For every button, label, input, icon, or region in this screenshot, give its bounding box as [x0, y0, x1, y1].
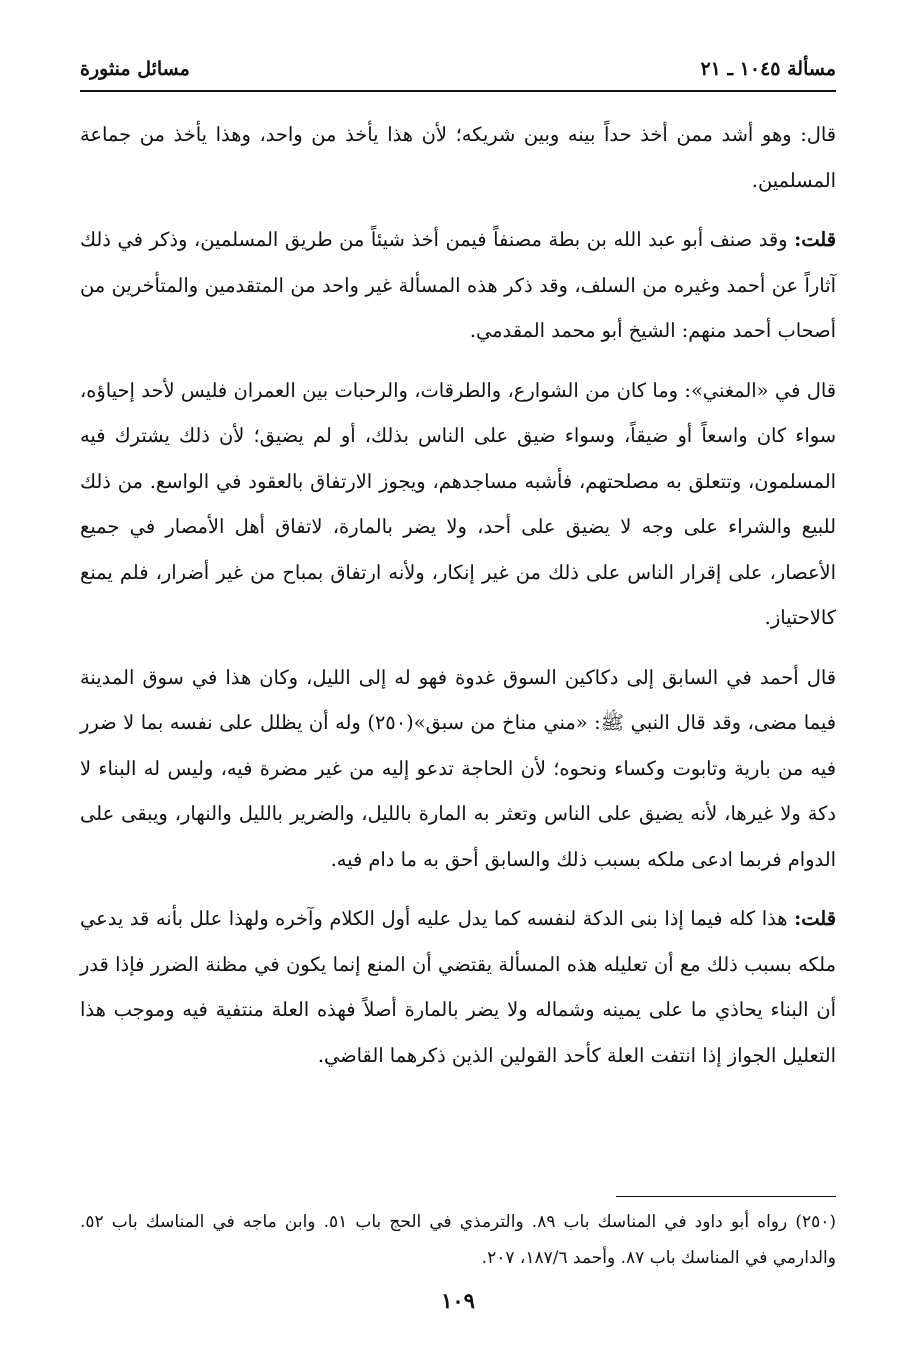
footnote-text: (٢٥٠) رواه أبو داود في المناسك باب ٨٩. والترمذي في الحج باب ٥١. وابن ماجه في المناسك باب ٥٢. والدارمي في المناسك باب ٨٧. وأحمد ١٨٧/٦، ٢٠٧. — [80, 1212, 836, 1268]
main-text — [80, 112, 836, 1092]
page-number: ١٠٩ — [441, 1288, 475, 1313]
paragraph-lead: قلت: — [794, 228, 836, 251]
footnote — [80, 1204, 836, 1276]
header-divider — [80, 90, 836, 92]
header-title: مسألة ١٠٤٥ ـ ٢١ — [700, 58, 836, 80]
paragraph-text: وقد صنف أبو عبد الله بن بطة مصنفاً فيمن أخذ شيئاً من طريق المسلمين، وذكر في ذلك آثاراً عن أحمد وغيره من السلف، وقد ذكر هذه المسألة غير واحد من المتقدمين والمتأخرين من أصحاب أحمد منهم: الشيخ أبو محمد المقدمي. — [80, 228, 836, 342]
footnote-divider — [616, 1196, 836, 1197]
paragraph-2 — [80, 217, 836, 354]
paragraph-lead: قلت: — [794, 907, 836, 930]
paragraph-5 — [80, 896, 836, 1078]
paragraph-text: قال في «المغني»: وما كان من الشوارع، والطرقات، والرحبات بين العمران فليس لأحد إحياؤه، سواء كان واسعاً أو ضيقاً، وسواء ضيق على الناس بذلك، أو لم يضيق؛ لأن ذلك يشترك فيه المسلمون، وتتعلق به مصلحتهم، فأشبه مساجدهم، ويجوز الارتفاق بالعقود في الواسع. من ذلك للبيع والشراء على وجه لا يضيق على أحد، ولا يضر بالمارة، لاتفاق أهل الأمصار في جميع الأعصار، على إقرار الناس على ذلك من غير إنكار، ولأنه ارتفاق بمباح من غير أضرار، فلم يمنع كالاحتياز. — [80, 378, 836, 629]
header-section: مسائل منثورة — [80, 58, 190, 80]
paragraph-1 — [80, 112, 836, 203]
paragraph-4 — [80, 655, 836, 883]
running-header — [80, 52, 836, 86]
paragraph-text: قال أحمد في السابق إلى دكاكين السوق غدوة فهو له إلى الليل، وكان هذا في سوق المدينة فيما مضى، وقد قال النبي ﷺ: «مني مناخ من سبق»(٢٥٠) وله أن يظلل على نفسه بما لا ضرر فيه من بارية وتابوت وكساء ونحوه؛ لأن الحاجة تدعو إليه من غير مضرة فيه، وليس له البناء لا دكة ولا غيرها، لأنه يضيق على الناس وتعثر به المارة بالليل، والضرير بالليل والنهار، ويبقى على الدوام فربما ادعى ملكه بسبب ذلك والسابق أحق به ما دام فيه. — [80, 665, 836, 871]
paragraph-3 — [80, 368, 836, 641]
paragraph-text: هذا كله فيما إذا بنى الدكة لنفسه كما يدل عليه أول الكلام وآخره ولهذا علل بأنه قد يدعي ملكه بسبب ذلك مع أن تعليله هذه المسألة يقتضي أن المنع إنما يكون في مظنة الضرر فإذا قدر أن البناء يحاذي ما على يمينه وشماله ولا يضر بالمارة أصلاً فهذه العلة منتفية فيه وموجب هذا التعليل الجواز إذا انتفت العلة كأحد القولين الذين ذكرهما القاضي. — [80, 907, 836, 1067]
paragraph-text: قال: وهو أشد ممن أخذ حداً بينه وبين شريكه؛ لأن هذا يأخذ من واحد، وهذا يأخذ من جماعة المسلمين. — [80, 123, 836, 192]
